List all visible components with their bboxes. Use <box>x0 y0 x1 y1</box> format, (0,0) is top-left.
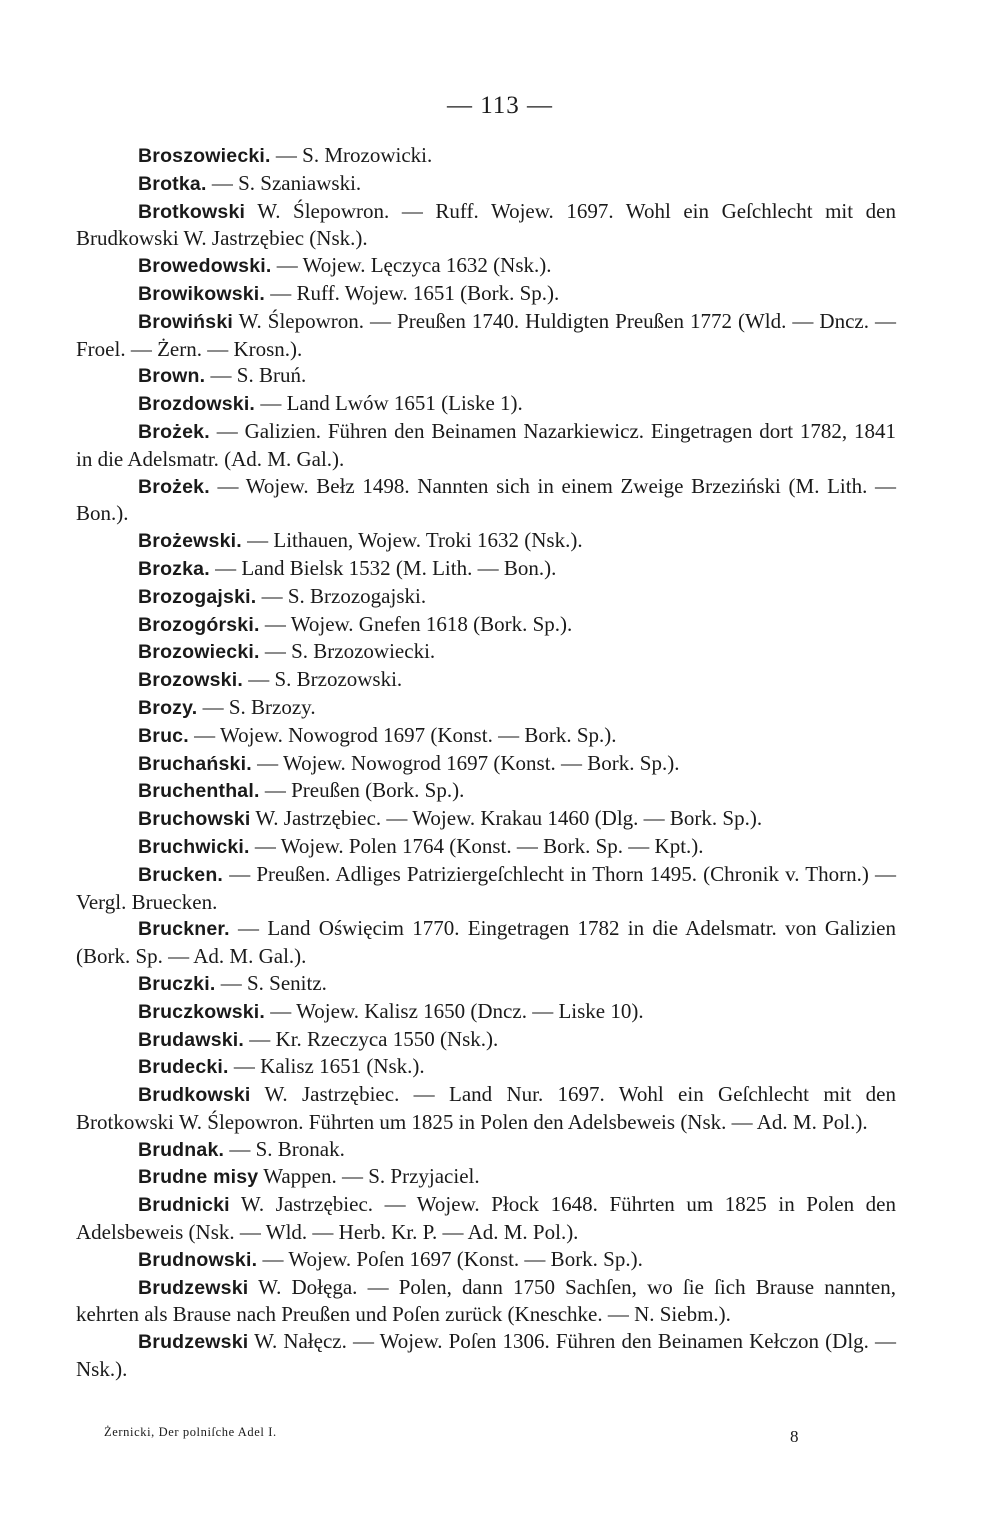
entry-text: — Land Lwów 1651 (Liske 1). <box>255 391 523 416</box>
entry <box>76 861 896 916</box>
entry-text: — Wojew. Poſen 1697 (Konst. — Bork. Sp.). <box>257 1246 643 1271</box>
entry <box>76 833 896 861</box>
entry <box>76 750 896 778</box>
entry-text: — Wojew. Nowogrod 1697 (Konst. — Bork. Sp.). <box>188 722 617 747</box>
entry-text: — S. Brzozowiecki. <box>259 639 436 664</box>
entry <box>76 694 896 722</box>
entry-headword: Broszowiecki. <box>138 145 271 167</box>
entry <box>76 998 896 1026</box>
entry <box>76 1191 896 1246</box>
entry-text: — S. Brzozogajski. <box>256 583 427 608</box>
entry <box>76 638 896 666</box>
entry <box>76 1136 896 1164</box>
entry-headword: Brudkowski <box>138 1084 251 1107</box>
entry-text: — Land Bielsk 1532 (M. Lith. — Bon.). <box>209 555 557 580</box>
entry-headword: Brożewski. <box>138 530 242 553</box>
entry-headword: Brucken. <box>138 863 224 886</box>
signature-mark: 8 <box>790 1427 799 1446</box>
entry <box>76 418 896 473</box>
entry-text: — Lithauen, Wojew. Troki 1632 (Nsk.). <box>241 528 583 553</box>
entry-text: — S. Szaniawski. <box>206 170 362 195</box>
entry-headword: Brudawski. <box>138 1028 245 1051</box>
entry-headword: Brudzewski <box>138 1276 249 1299</box>
entry <box>76 722 896 750</box>
entry-text: W. Ślepowron. — Preußen 1740. Huldigten Preußen 1772 (Wld. — Dncz. — Froel. — Żern. — Krosn.). <box>76 308 896 361</box>
entry-text: — S. Bronak. <box>224 1136 345 1161</box>
entry <box>76 280 896 308</box>
entry-text: W. Jastrzębiec. — Wojew. Płock 1648. Führten um 1825 in Polen den Adelsbeweis (Nsk. — Wld. — Herb. Kr. P. — Ad. M. Pol.). <box>76 1192 896 1245</box>
entry-text: — S. Bruń. <box>205 363 307 388</box>
entry-text: — Wojew. Bełz 1498. Nannten sich in einem Zweige Brzeziński (M. Lith. — Bon.). <box>76 473 896 526</box>
entry-headword: Brozowski. <box>138 669 243 692</box>
entry <box>76 1081 896 1136</box>
entry-headword: Browiński <box>138 310 233 333</box>
entry-text: W. Jastrzębiec. — Land Nur. 1697. Wohl ein Geſchlecht mit den Brotkowski W. Ślepowron. Führten um 1825 in Polen den Adelsbeweis (Nsk. — Ad. M. Pol.). <box>76 1082 896 1134</box>
entry-text: — Wojew. Nowogrod 1697 (Konst. — Bork. Sp.). <box>251 750 680 775</box>
entry-headword: Brożek. <box>138 420 210 443</box>
entry-headword: Bruczki. <box>138 972 216 995</box>
entry <box>76 527 896 555</box>
entry <box>76 915 896 970</box>
entry-text: — S. Brzozy. <box>197 694 316 719</box>
entry <box>76 362 896 390</box>
entry-headword: Brudne misy <box>138 1166 259 1189</box>
entry-headword: Brożek. <box>138 475 210 498</box>
entry <box>76 970 896 998</box>
page-number: — 113 — <box>446 92 554 119</box>
entry <box>76 198 896 253</box>
entry-headword: Brozogajski. <box>138 585 257 608</box>
entry-headword: Brudzewski <box>138 1331 249 1354</box>
entry <box>76 1026 896 1054</box>
entry-text: — Kr. Rzeczyca 1550 (Nsk.). <box>244 1026 499 1051</box>
entry <box>76 252 896 280</box>
entry-text: — Wojew. Gnefen 1618 (Bork. Sp.). <box>259 611 573 636</box>
entry-text: — S. Senitz. <box>215 970 327 995</box>
entry-headword: Brown. <box>138 365 206 388</box>
footer-citation: Żernicki, Der polniſche Adel I. <box>104 1425 277 1439</box>
entry <box>76 1328 896 1383</box>
entry-text: — Land Oświęcim 1770. Eingetragen 1782 in die Adelsmatr. von Galizien (Bork. Sp. — Ad. M. Gal.). <box>76 916 896 969</box>
entry <box>76 1246 896 1274</box>
entry-headword: Brotkowski <box>138 200 246 223</box>
entry-headword: Brozogórski. <box>138 613 260 636</box>
entry-headword: Bruczkowski. <box>138 1000 266 1023</box>
entry-text: — Preußen (Bork. Sp.). <box>259 778 465 803</box>
entry-text: — Ruff. Wojew. 1651 (Bork. Sp.). <box>265 280 560 305</box>
entry-headword: Brudnicki <box>138 1194 230 1217</box>
entry-headword: Bruchowski <box>138 808 251 831</box>
entry <box>76 777 896 805</box>
entry <box>76 142 896 170</box>
entry-headword: Brudnak. <box>138 1138 225 1161</box>
entry-text: W. Nałęcz. — Wojew. Poſen 1306. Führen den Beinamen Kełczon (Dlg. — Nsk.). <box>76 1329 896 1382</box>
entry <box>76 1053 896 1081</box>
entry <box>76 666 896 694</box>
entry <box>76 805 896 833</box>
entry <box>76 473 896 528</box>
entry-headword: Bruc. <box>138 724 189 747</box>
entry-text: Wappen. — S. Przyjaciel. <box>258 1164 480 1189</box>
entry <box>76 308 896 363</box>
entries-list <box>76 142 896 1383</box>
entry <box>76 583 896 611</box>
entry <box>76 1274 896 1329</box>
entry-text: W. Dołęga. — Polen, dann 1750 Sachſen, wo ſie ſich Brause nannten, kehrten als Brause nach Preußen und Poſen zurück (Kneschke. — N. Siebm.). <box>76 1274 896 1327</box>
entry <box>76 390 896 418</box>
entry-text: — Wojew. Kalisz 1650 (Dncz. — Liske 10). <box>265 998 644 1023</box>
entry-headword: Brudnowski. <box>138 1248 258 1271</box>
entry <box>76 1163 896 1191</box>
entry-headword: Browikowski. <box>138 282 266 305</box>
entry-text: W. Ślepowron. — Ruff. Wojew. 1697. Wohl ein Geſchlecht mit den Brudkowski W. Jastrzębiec (Nsk.). <box>76 198 896 251</box>
entry-headword: Brozdowski. <box>138 393 256 416</box>
entry-headword: Bruchenthal. <box>138 780 260 803</box>
entry-text: — Wojew. Lęczyca 1632 (Nsk.). <box>271 253 552 278</box>
entry-headword: Brotka. <box>138 172 207 195</box>
entry-text: — Wojew. Polen 1764 (Konst. — Bork. Sp. — Kpt.). <box>249 833 704 858</box>
entry-text: — S. Mrozowicki. <box>270 143 433 167</box>
entry-headword: Brozowiecki. <box>138 641 260 664</box>
entry-text: W. Jastrzębiec. — Wojew. Krakau 1460 (Dlg. — Bork. Sp.). <box>250 806 763 831</box>
entry-text: — Preußen. Adliges Patriziergeſchlecht in Thorn 1495. (Chronik v. Thorn.) — Vergl. Bruecken. <box>76 861 896 914</box>
entry-headword: Brudecki. <box>138 1056 229 1079</box>
entry <box>76 611 896 639</box>
entry-headword: Browedowski. <box>138 255 272 278</box>
entry-headword: Bruchański. <box>138 752 252 775</box>
entry-headword: Bruchwicki. <box>138 835 250 858</box>
entry-headword: Brozy. <box>138 696 198 719</box>
entry <box>76 555 896 583</box>
entry-text: — Kalisz 1651 (Nsk.). <box>228 1054 425 1079</box>
entry-headword: Bruckner. <box>138 918 230 941</box>
entry-text: — S. Brzozowski. <box>242 667 403 692</box>
entry-text: — Galizien. Führen den Beinamen Nazarkiewicz. Eingetragen dort 1782, 1841 in die Adelsmatr. (Ad. M. Gal.). <box>76 418 896 471</box>
entry <box>76 170 896 198</box>
entry-headword: Brozka. <box>138 557 210 580</box>
